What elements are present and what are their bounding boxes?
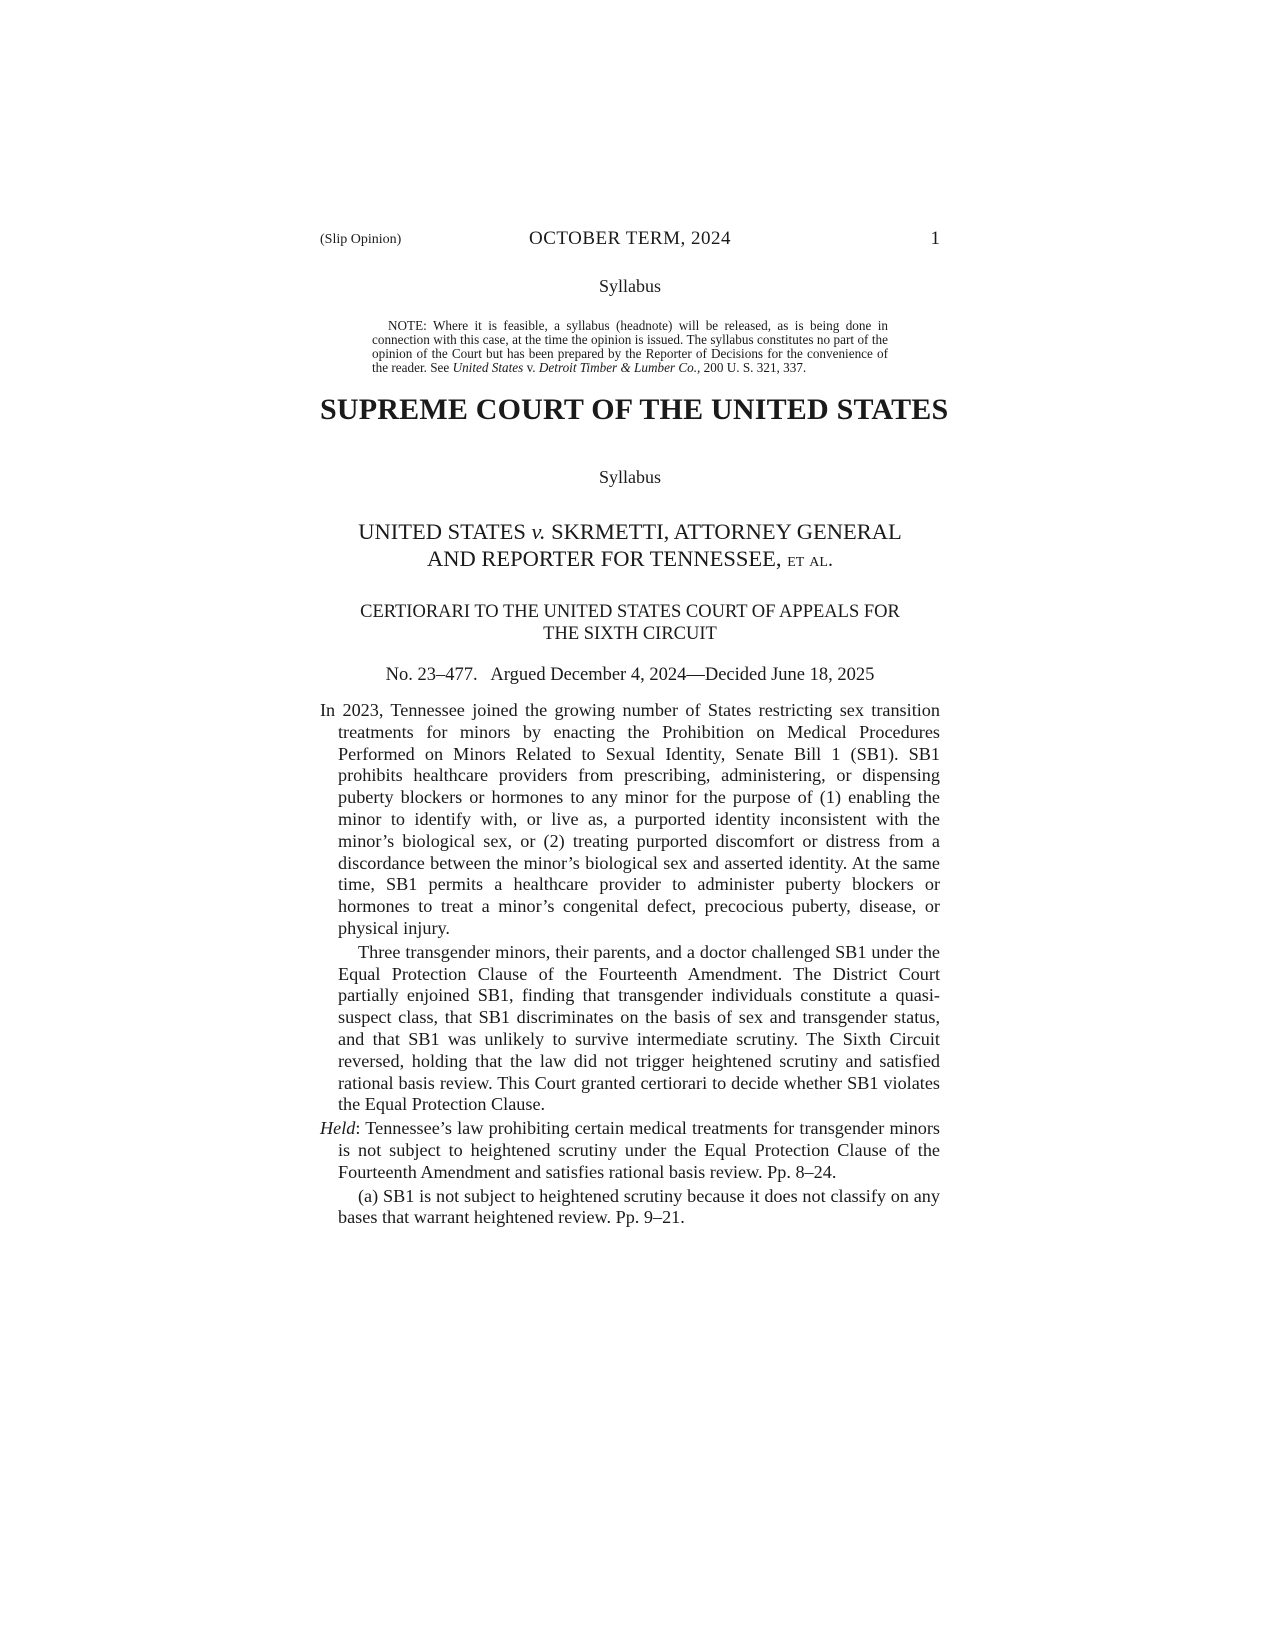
case-caption-line-2 (320, 545, 940, 574)
paragraph-procedural-history: Three transgender minors, their parents, and a doctor challenged SB1 under the Equal Protection Clause of the Fourteenth Amendment. The District Court partially enjoined SB1, finding that transgender individuals constitute a quasi-suspect class, that SB1 discriminates on the basis of sex and transgender status, and that SB1 was unlikely to survive intermediate scrutiny. The Sixth Circuit reversed, holding that the law did not trigger heightened scrutiny and satisfied rational basis review. This Court granted certiorari to decide whether SB1 violates the Equal Protection Clause. (338, 941, 940, 1115)
paragraph-background: In 2023, Tennessee joined the growing number of States restricting sex transition treatments for minors by enacting the Prohibition on Medical Procedures Performed on Minors Related to Sexual Identity, Senate Bill 1 (SB1). SB1 prohibits healthcare providers from prescribing, administering, or dispensing puberty blockers or hormones to any minor for the purpose of (1) enabling the minor to identify with, or live as, a purported identity inconsistent with the minor’s biological sex, or (2) treating purported discomfort or distress from a discordance between the minor’s biological sex and asserted identity. At the same time, SB1 permits a healthcare provider to administer puberty blockers or hormones to treat a minor’s congenital defect, precocious puberty, disease, or physical injury. (320, 700, 940, 938)
running-head (320, 228, 940, 254)
syllabus-body (320, 700, 940, 1229)
paragraph-held (320, 1118, 940, 1183)
caption-et-al: et al. (787, 549, 833, 571)
reporter-note (372, 319, 888, 375)
note-case-name-1: United States (452, 360, 524, 375)
docket-line (320, 665, 940, 686)
certiorari-line (320, 601, 940, 645)
syllabus-heading-2: Syllabus (598, 467, 661, 487)
slip-opinion-page (320, 228, 949, 1229)
paragraph-a: (a) SB1 is not subject to heightened scrutiny because it does not classify on any bases that warrant heightened review. Pp. 9–21. (338, 1185, 940, 1228)
case-caption-line-1 (320, 518, 940, 545)
slip-opinion-label: (Slip Opinion) (320, 232, 402, 247)
note-case-name-2: Detroit Timber & Lumber Co., (538, 360, 701, 375)
held-label: Held (320, 1118, 356, 1139)
held-text: : Tennessee’s law prohibiting certain medical treatments for transgender minors is not subject to heightened scrutiny under the Equal Protection Clause of the Fourteenth Amendment and satisfies rational basis review. Pp. 8–24. (338, 1118, 940, 1182)
caption-versus: v. (531, 519, 546, 544)
certiorari-line-2: THE SIXTH CIRCUIT (543, 624, 717, 644)
syllabus-heading: Syllabus (598, 276, 661, 296)
case-caption (320, 518, 940, 574)
caption-party-1: UNITED STATES (358, 519, 532, 544)
certiorari-line-1: CERTIORARI TO THE UNITED STATES COURT OF APPEALS FOR (360, 602, 900, 622)
note-citation: 200 U. S. 321, 337. (700, 360, 807, 375)
note-text: NOTE: Where it is feasible, a syllabus (headnote) will be released, as is being done in connection with this case, at the time the opinion is issued. The syllabus constitutes no part of the opinion of the Court but has been prepared by the Reporter of Decisions for the convenience of the reader. See (372, 318, 888, 375)
caption-party-2: SKRMETTI, ATTORNEY GENERAL (545, 519, 902, 544)
term-heading: OCTOBER TERM, 2024 (528, 228, 731, 249)
note-versus: v. (523, 360, 539, 375)
caption-party-2-cont: AND REPORTER FOR TENNESSEE, (427, 546, 788, 571)
docket-text: No. 23–477. Argued December 4, 2024—Decided June 18, 2025 (385, 665, 875, 685)
court-title: SUPREME COURT OF THE UNITED STATES (320, 393, 949, 426)
page-number: 1 (930, 228, 940, 249)
